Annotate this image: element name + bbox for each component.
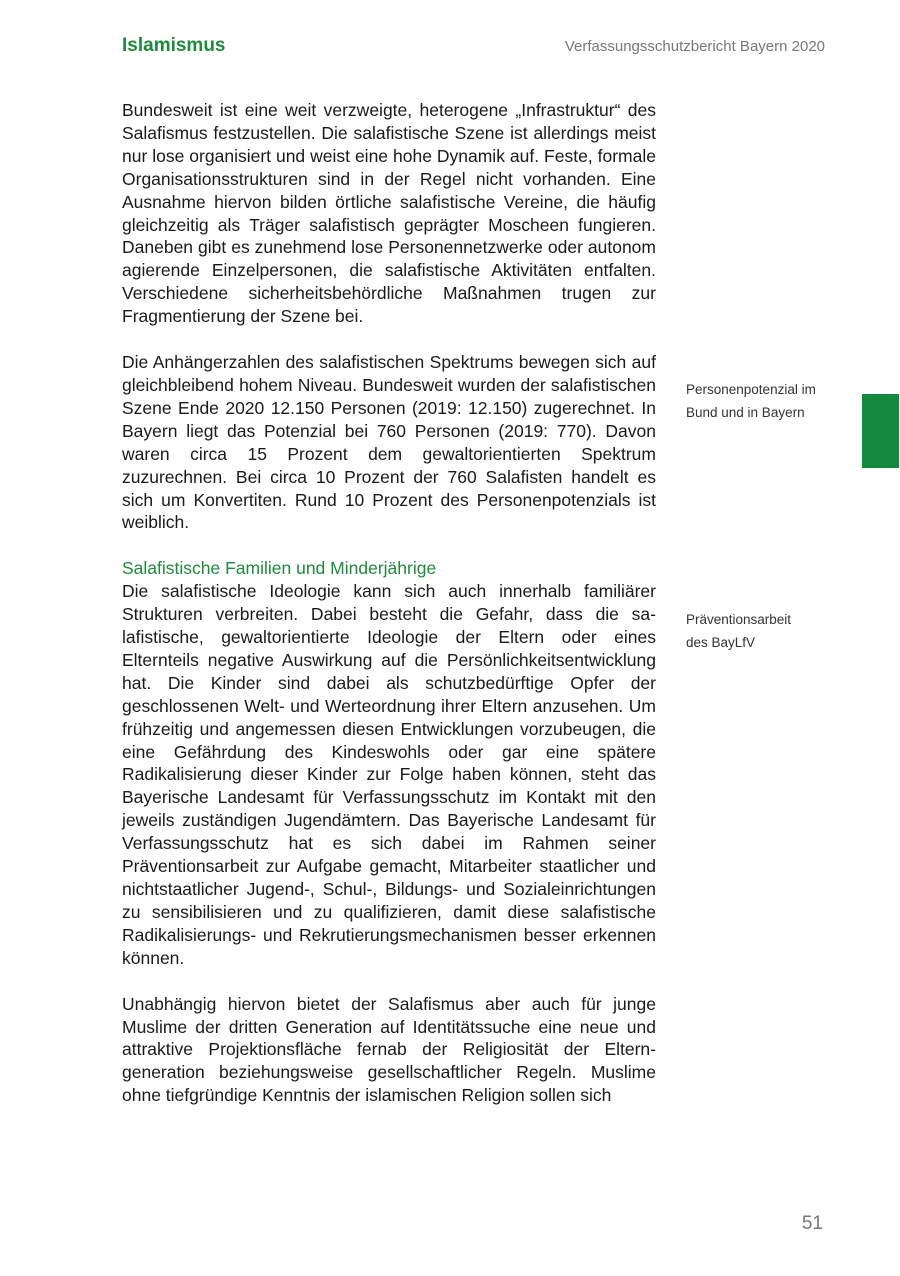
page-number: 51 xyxy=(801,1213,823,1234)
section-title: Islamismus xyxy=(122,35,226,56)
paragraph-infrastructure: Bundesweit ist eine weit verzweigte, heterogene „Infrastruktur“ des Salafismus festzustellen. Die salafistische Szene ist allerdings meist nur lose organisiert und weist eine hohe Dynamik auf. Feste, formale Organisationsstrukturen sind in der Regel nicht vorhanden. Eine Ausnahme hiervon bilden örtliche salafistische Vereine, die häufig gleichzeitig als Träger salafistisch geprägter Moscheen fungieren. Daneben gibt es zunehmend lose Personennetzwerke oder autonom agierende Einzelpersonen, die salafistische Aktivitäten entfalten. Verschiedene sicherheitsbehördliche Maßnahmen trugen zur Fragmentierung der Szene bei. xyxy=(122,100,656,327)
margin-note-potential: Personenpotenzial im Bund und in Bayern xyxy=(686,382,816,420)
chapter-tab-marker xyxy=(862,394,899,468)
subheading-families: Salafistische Familien und Minderjährige xyxy=(122,558,437,579)
main-text-column xyxy=(122,99,656,1107)
paragraph-followers: Die Anhängerzahlen des salafistischen Spektrums bewegen sich auf gleichbleibend hohem Niveau. Bundesweit wurden der salafistischen Szene Ende 2020 12.150 Personen (2019: 12.150) zugerechnet. In Bayern liegt das Potenzial bei 760 Personen (2019: 770). Davon waren circa 15 Prozent dem gewaltorientierten Spektrum zuzurechnen. Bei circa 10 Prozent der 760 Salafisten handelt es sich um Konvertiten. Rund 10 Prozent des Personenpotenzials ist weiblich. xyxy=(122,352,656,533)
document-title: Verfassungsschutzbericht Bayern 2020 xyxy=(564,38,825,55)
margin-note-prevention: Präventionsarbeit des BayLfV xyxy=(686,612,792,650)
paragraph-young-muslims: Unabhängig hiervon bietet der Salafismus aber auch für junge Muslime der dritten Generation auf Identitätssuche eine neue und attraktive Projektionsfläche fernab der Religiosität der Elterngeneration beziehungsweise gesellschaftlicher Regeln. Muslime ohne tiefgründige Kenntnis der islamischen Religion sollen sich xyxy=(122,993,656,1106)
paragraph-families: Die salafistische Ideologie kann sich auch innerhalb familiärer Strukturen verbreiten. Dabei besteht die Gefahr, dass die salafistische, gewaltorientierte Ideologie der Eltern oder eines Elternteils negative Auswirkung auf die Persönlichkeitsentwicklung hat. Die Kinder sind dabei als schutzbedürftige Opfer der geschlossenen Welt- und Werteordnung ihrer Eltern anzusehen. Um frühzeitig und angemessen diesen Entwicklungen vorzubeugen, die eine Gefährdung des Kindeswohls oder gar eine spätere Radikalisierung dieser Kinder zur Folge haben können, steht das Bayerische Landesamt für Verfassungsschutz im Kontakt mit den jeweils zuständigen Jugendämtern. Das Bayerische Landesamt für Verfassungsschutz hat es sich dabei im Rahmen seiner Präventionsarbeit zur Aufgabe gemacht, Mitarbeiter staatlicher und nichtstaatlicher Jugend-, Schul-, Bildungs- und Sozialeinrichtungen zu sensibilisieren und zu qualifizieren, damit diese salafistische Radikalisierungs- und Rekrutierungsmechanismen besser erkennen können. xyxy=(122,581,656,968)
